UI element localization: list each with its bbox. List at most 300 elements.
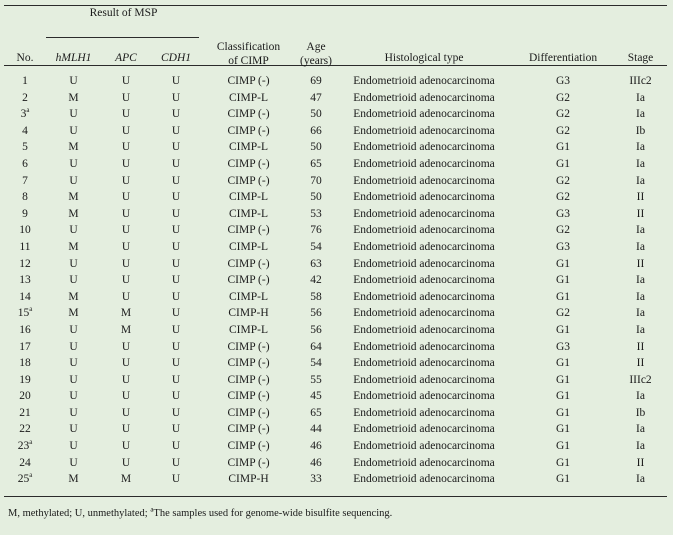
table-row [4,372,667,389]
cell-stage: Ia [636,323,645,336]
cell-apc: U [121,456,131,469]
header-classification-line1: Classification [216,41,281,53]
cell-differentiation: G1 [555,357,571,370]
cell-stage: Ia [636,390,645,403]
cell-cimp-class: CIMP (-) [227,440,270,453]
cell-age: 50 [310,191,322,204]
cell-apc: U [121,357,131,370]
row-footnote-mark: a [29,471,33,480]
table-row [4,173,667,190]
cell-apc: U [121,240,131,253]
cell-differentiation: G2 [555,124,571,137]
cell-stage: II [636,340,645,353]
cell-cimp-class: CIMP (-) [227,274,270,287]
cell-differentiation: G1 [555,473,571,486]
cell-cdh1: U [171,108,181,121]
row-number: 8 [22,191,28,204]
row-number: 6 [22,157,28,170]
cell-stage: Ia [636,91,645,104]
cell-differentiation: G1 [555,390,571,403]
cell-age: 33 [310,473,322,486]
row-number: 16 [19,323,31,336]
cell-histological-type: Endometrioid adenocarcinoma [353,357,495,370]
cell-histological-type: Endometrioid adenocarcinoma [353,307,495,320]
header-differentiation: Differentiation [528,52,598,64]
cell-stage: Ia [636,440,645,453]
table-row [4,305,667,322]
cell-histological-type: Endometrioid adenocarcinoma [353,174,495,187]
cell-differentiation: G3 [555,75,571,87]
row-number: 23 [17,440,30,453]
row-number: 1 [22,75,28,87]
cell-histological-type: Endometrioid adenocarcinoma [353,224,495,237]
table-row [4,222,667,239]
cell-histological-type: Endometrioid adenocarcinoma [353,240,495,253]
cell-hmlh1: M [68,473,79,486]
cell-cimp-class: CIMP (-) [227,257,270,270]
cell-apc: U [121,124,131,137]
table-row [4,289,667,306]
cell-hmlh1: U [69,456,78,469]
cell-cimp-class: CIMP (-) [227,357,270,370]
row-number: 2 [22,91,28,104]
cell-stage: Ia [636,307,645,320]
cell-hmlh1: U [69,423,78,436]
header-age [296,6,336,73]
cell-cdh1: U [171,357,181,370]
cell-no [4,90,46,107]
table-row [4,405,667,422]
cell-cdh1: U [171,406,181,419]
row-number: 5 [22,141,28,154]
table-row [4,256,667,273]
cell-hmlh1: M [68,91,79,104]
header-stage: Stage [627,52,654,64]
cell-differentiation: G1 [555,274,571,287]
cell-cdh1: U [171,91,181,104]
cell-apc: M [120,307,132,320]
row-number: 4 [22,124,28,137]
cell-apc: U [121,91,131,104]
cell-hmlh1: U [69,390,78,403]
cell-stage: IIIc2 [629,75,652,87]
row-number: 22 [19,423,31,436]
cell-apc: U [121,207,131,220]
table-row [4,189,667,206]
cell-age: 64 [310,340,322,353]
cell-apc: U [121,141,131,154]
cell-apc: U [121,340,131,353]
cell-stage: Ib [635,406,646,419]
header-classification-line2: of CIMP [228,55,269,67]
footnote-text: The samples used for genome-wide bisulfite sequencing. [153,508,393,519]
cell-apc: U [121,257,131,270]
cell-histological-type: Endometrioid adenocarcinoma [353,141,495,154]
cell-apc: U [121,440,131,453]
cell-age: 44 [310,423,322,436]
table-row [4,455,667,472]
table-row [4,239,667,256]
cell-hmlh1: U [69,357,78,370]
cell-histological-type: Endometrioid adenocarcinoma [353,290,495,303]
cell-no [4,173,46,190]
cell-cimp-class: CIMP-L [229,290,268,303]
row-number: 10 [19,224,31,237]
cell-differentiation: G3 [555,207,571,220]
cell-no [4,455,46,472]
cell-cimp-class: CIMP (-) [227,423,270,436]
cell-apc: U [121,157,131,170]
cell-cimp-class: CIMP (-) [227,340,270,353]
cell-age: 58 [310,290,322,303]
cell-cimp-class: CIMP (-) [227,456,270,469]
table-row [4,73,667,90]
cell-no [4,222,46,239]
cell-histological-type: Endometrioid adenocarcinoma [353,124,495,137]
cell-cimp-class: CIMP-H [228,473,269,486]
cell-age: 46 [310,456,322,469]
row-number: 9 [22,207,28,220]
cell-cdh1: U [171,456,181,469]
table-row [4,123,667,140]
header-gene-cdh1: CDH1 [160,52,192,64]
cell-differentiation: G1 [555,290,571,303]
cell-differentiation: G1 [555,141,571,154]
cell-no [4,73,46,90]
cell-differentiation: G2 [555,224,571,237]
row-number: 13 [19,274,31,287]
cell-histological-type: Endometrioid adenocarcinoma [353,191,495,204]
cell-no [4,189,46,206]
table-row [4,90,667,107]
cell-no [4,256,46,273]
cell-age: 50 [310,141,322,154]
cell-stage: II [636,207,645,220]
cell-differentiation: G3 [555,340,571,353]
cell-histological-type: Endometrioid adenocarcinoma [353,274,495,287]
row-footnote-mark: a [29,438,33,447]
cell-cdh1: U [171,440,181,453]
cell-cimp-class: CIMP (-) [227,174,270,187]
cell-cimp-class: CIMP (-) [227,373,270,386]
cell-stage: Ia [636,473,645,486]
cell-differentiation: G2 [555,91,571,104]
cell-histological-type: Endometrioid adenocarcinoma [353,456,495,469]
table-row [4,388,667,405]
cell-no [4,388,46,405]
cell-cdh1: U [171,274,181,287]
cell-hmlh1: M [68,307,79,320]
cell-no [4,289,46,306]
cell-stage: Ib [635,124,646,137]
row-number: 25 [17,473,30,486]
cell-cdh1: U [171,340,181,353]
cell-histological-type: Endometrioid adenocarcinoma [353,323,495,336]
cell-hmlh1: U [69,108,78,121]
cell-apc: U [121,406,131,419]
cell-cdh1: U [171,240,181,253]
cell-differentiation: G1 [555,456,571,469]
cell-hmlh1: M [68,191,79,204]
cell-cdh1: U [171,373,181,386]
cell-cimp-class: CIMP-L [229,191,268,204]
cell-cimp-class: CIMP (-) [227,108,270,121]
cell-no [4,206,46,223]
cell-cimp-class: CIMP (-) [227,157,270,170]
cell-age: 45 [310,390,322,403]
cell-age: 66 [310,124,322,137]
cell-age: 63 [310,257,322,270]
cell-apc: M [120,473,132,486]
cell-no [4,438,46,455]
cell-histological-type: Endometrioid adenocarcinoma [353,423,495,436]
header-age-line1: Age [306,41,326,53]
cell-age: 69 [310,75,322,87]
row-number: 15 [17,307,30,320]
row-number: 12 [19,257,31,270]
cell-no [4,339,46,356]
cell-age: 65 [310,406,322,419]
cell-cdh1: U [171,323,181,336]
cell-cdh1: U [171,191,181,204]
cell-cimp-class: CIMP (-) [227,75,270,87]
cell-histological-type: Endometrioid adenocarcinoma [353,257,495,270]
cell-stage: IIIc2 [629,373,652,386]
cell-age: 42 [310,274,322,287]
cell-stage: Ia [636,108,645,121]
cell-age: 54 [310,357,322,370]
row-number: 20 [19,390,31,403]
row-footnote-mark: a [29,305,33,314]
row-number: 24 [19,456,31,469]
cell-cdh1: U [171,257,181,270]
cell-cimp-class: CIMP-L [229,240,268,253]
cell-hmlh1: M [68,207,79,220]
cell-stage: II [636,456,645,469]
cell-no [4,421,46,438]
row-number: 21 [19,406,31,419]
cell-hmlh1: U [69,75,78,87]
cell-histological-type: Endometrioid adenocarcinoma [353,473,495,486]
table-row [4,438,667,455]
cell-stage: Ia [636,290,645,303]
cell-age: 70 [310,174,322,187]
cell-histological-type: Endometrioid adenocarcinoma [353,207,495,220]
table-row [4,106,667,123]
cell-stage: Ia [636,157,645,170]
cell-cimp-class: CIMP (-) [227,390,270,403]
cell-no [4,123,46,140]
cell-cimp-class: CIMP-L [229,141,268,154]
cell-differentiation: G2 [555,174,571,187]
table-row [4,139,667,156]
cell-no [4,272,46,289]
cell-hmlh1: U [69,373,78,386]
cell-histological-type: Endometrioid adenocarcinoma [353,390,495,403]
cell-histological-type: Endometrioid adenocarcinoma [353,373,495,386]
cell-cdh1: U [171,141,181,154]
cell-apc: U [121,108,131,121]
cell-apc: U [121,423,131,436]
cell-no [4,156,46,173]
cell-hmlh1: U [69,274,78,287]
cell-hmlh1: U [69,323,78,336]
cell-cimp-class: CIMP (-) [227,406,270,419]
cell-apc: U [121,174,131,187]
cell-hmlh1: U [69,406,78,419]
table-row [4,156,667,173]
cell-no [4,405,46,422]
header-classification [201,6,296,73]
cell-differentiation: G2 [555,307,571,320]
cell-stage: II [636,257,645,270]
table-body [4,73,667,488]
row-number: 7 [22,174,28,187]
cell-differentiation: G1 [555,406,571,419]
header-histological-type: Histological type [384,52,464,64]
cell-stage: Ia [636,274,645,287]
cell-hmlh1: U [69,124,78,137]
cell-age: 65 [310,157,322,170]
cell-differentiation: G1 [555,423,571,436]
cell-cdh1: U [171,124,181,137]
cell-stage: Ia [636,141,645,154]
cell-age: 55 [310,373,322,386]
cell-differentiation: G1 [555,323,571,336]
cell-cdh1: U [171,174,181,187]
cell-differentiation: G2 [555,191,571,204]
row-number: 18 [19,357,31,370]
cell-histological-type: Endometrioid adenocarcinoma [353,108,495,121]
cell-hmlh1: U [69,174,78,187]
table-row [4,355,667,372]
cell-apc: M [120,323,132,336]
cell-age: 53 [310,207,322,220]
row-number: 14 [19,290,31,303]
cell-no [4,305,46,322]
cell-hmlh1: M [68,240,79,253]
cell-stage: Ia [636,240,645,253]
cell-stage: II [636,191,645,204]
cell-cdh1: U [171,473,181,486]
cell-hmlh1: M [68,141,79,154]
cell-stage: Ia [636,224,645,237]
cell-hmlh1: U [69,440,78,453]
cell-cdh1: U [171,157,181,170]
cell-differentiation: G2 [555,108,571,121]
cell-histological-type: Endometrioid adenocarcinoma [353,406,495,419]
header-msp-group: Result of MSP [89,7,158,19]
cell-differentiation: G1 [555,157,571,170]
cell-age: 46 [310,440,322,453]
cell-differentiation: G1 [555,373,571,386]
cell-cimp-class: CIMP (-) [227,224,270,237]
table-row [4,322,667,339]
cell-differentiation: G1 [555,257,571,270]
footnote-abbreviations: M, methylated; U, unmethylated; [8,508,151,519]
cell-apc: U [121,75,131,87]
cell-apc: U [121,290,131,303]
cell-histological-type: Endometrioid adenocarcinoma [353,440,495,453]
cell-apc: U [121,191,131,204]
cell-no [4,355,46,372]
cell-no [4,139,46,156]
cell-stage: II [636,357,645,370]
header-gene-apc: APC [115,52,137,64]
cell-age: 56 [310,307,322,320]
cell-histological-type: Endometrioid adenocarcinoma [353,91,495,104]
cell-hmlh1: U [69,157,78,170]
header-no: No. [16,52,34,64]
cell-no [4,239,46,256]
cell-apc: U [121,373,131,386]
cell-age: 54 [310,240,322,253]
cell-age: 47 [310,91,322,104]
header-age-line2: (years) [300,55,332,67]
table-row [4,206,667,223]
cell-histological-type: Endometrioid adenocarcinoma [353,75,495,87]
cell-age: 50 [310,108,322,121]
cell-cimp-class: CIMP-L [229,207,268,220]
cell-apc: U [121,274,131,287]
bottom-rule [4,496,667,497]
cell-cimp-class: CIMP (-) [227,124,270,137]
cell-cdh1: U [171,290,181,303]
cell-cdh1: U [171,207,181,220]
table-row [4,272,667,289]
cell-no [4,372,46,389]
cell-apc: U [121,224,131,237]
row-number: 19 [19,373,31,386]
cell-cimp-class: CIMP-H [228,307,269,320]
cell-hmlh1: U [69,224,78,237]
row-number: 3 [20,108,27,121]
cell-histological-type: Endometrioid adenocarcinoma [353,157,495,170]
cell-cdh1: U [171,423,181,436]
footnote-mark: a [150,505,154,514]
cell-cimp-class: CIMP-L [229,323,268,336]
cell-no [4,106,46,123]
results-table [4,6,667,488]
cell-no [4,471,46,488]
cell-stage: Ia [636,423,645,436]
row-number: 17 [19,340,31,353]
cell-differentiation: G1 [555,440,571,453]
cell-cdh1: U [171,75,181,87]
table-row [4,421,667,438]
cell-histological-type: Endometrioid adenocarcinoma [353,340,495,353]
cell-cdh1: U [171,224,181,237]
cell-differentiation: G3 [555,240,571,253]
cell-stage: Ia [636,174,645,187]
header-gene-hmlh1: hMLH1 [55,52,92,64]
table-row [4,471,667,488]
row-footnote-mark: a [26,106,30,115]
cell-cdh1: U [171,307,181,320]
cell-hmlh1: U [69,340,78,353]
table-row [4,339,667,356]
cell-no [4,322,46,339]
cell-hmlh1: M [68,290,79,303]
cell-age: 76 [310,224,322,237]
cell-cdh1: U [171,390,181,403]
table-footnote [8,505,393,519]
cell-apc: U [121,390,131,403]
cell-cimp-class: CIMP-L [229,91,268,104]
cell-hmlh1: U [69,257,78,270]
row-number: 11 [19,240,31,253]
cell-age: 56 [310,323,322,336]
